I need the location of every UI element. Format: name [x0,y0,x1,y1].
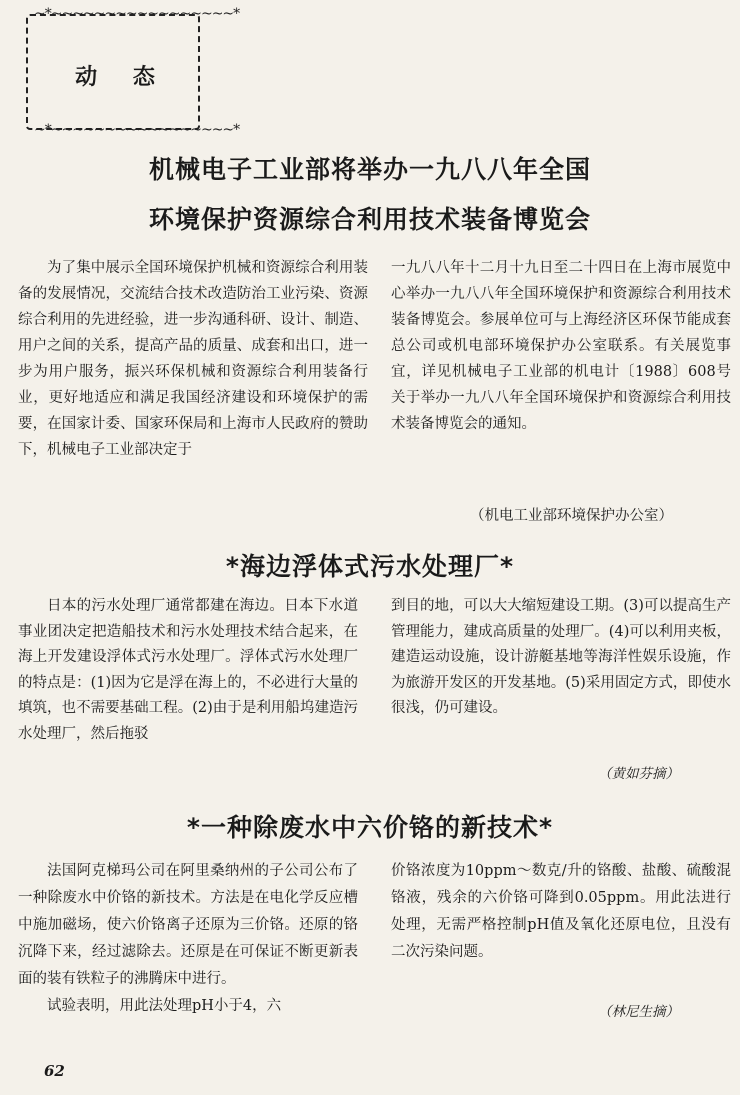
article3-left-column [18,858,358,1020]
page-number: 62 [44,1062,65,1080]
decorative-border-bottom: ~*~~~~~~~~~~~~~~~~~* [34,122,240,138]
article1-source: （机电工业部环境保护办公室） [470,508,673,524]
article1-right-text: 一九八八年十二月十九日至二十四日在上海市展览中心举办一九八八年全国环境保护和资源综合利用技术装备博览会。参展单位可与上海经济区环保节能成套总公司或机电部环境保护办公室联系。有关展览事宜，详见机械电子工业部的机电计〔1988〕608号关于举办一九八八年全国环境保护和资源综合利用技术装备博览会的通知。 [391,260,731,432]
article3-source: （林尼生摘） [598,1004,679,1020]
article2-title: *海边浮体式污水处理厂* [225,552,515,581]
section-label: 动 态 [75,65,169,90]
article3-left-para2: 试验表明，用此法处理pH小于4，六 [47,998,282,1014]
article3-right-column [391,858,731,966]
article1-left-column [18,255,368,463]
section-header-box [26,6,240,138]
article2-right-column [391,594,731,722]
article1-right-column [391,255,731,437]
article3-left-para1: 法国阿克梯玛公司在阿里桑纳州的子公司公布了一种除废水中价铬的新技术。方法是在电化学反应槽中施加磁场，使六价铬离子还原为三价铬。还原的铬沉降下来，经过滤除去。还原是在可保证不断更新表面的装有铁粒子的沸腾床中进行。 [18,863,358,987]
article1-title-line2: 环境保护资源综合利用技术装备博览会 [148,205,591,234]
article2-left-text: 日本的污水处理厂通常都建在海边。日本下水道事业团决定把造船技术和污水处理技术结合起来，在海上开发建设浮体式污水处理厂。浮体式污水处理厂的特点是：(1)因为它是浮在海上的，不必进行大量的填筑，也不需要基础工程。(2)由于是利用船坞建造污水处理厂，然后拖驳 [18,598,358,742]
decorative-border-top: ~*~~~~~~~~~~~~~~~~~* [34,6,240,22]
article1-title-line1: 机械电子工业部将举办一九八八年全国 [148,155,591,184]
article2-right-text: 到目的地，可以大大缩短建设工期。(3)可以提高生产管理能力，建成高质量的处理厂。(4)可以利用夹板，建造运动设施，设计游艇基地等海洋性娱乐设施，作为旅游开发区的开发基地。(5)采用固定方式，即使水很浅，仍可建设。 [391,598,731,716]
article1-left-text: 为了集中展示全国环境保护机械和资源综合利用装备的发展情况，交流结合技术改造防治工业污染、资源综合利用的先进经验，进一步沟通科研、设计、制造、用户之间的关系，提高产品的质量、成套和出口，进一步为用户服务，振兴环保机械和资源综合利用装备行业，更好地适应和满足我国经济建设和环境保护的需要，在国家计委、国家环保局和上海市人民政府的赞助下，机械电子工业部决定于 [18,260,368,458]
article3-right-text: 价铬浓度为10ppm～数克/升的铬酸、盐酸、硫酸混铬液，残余的六价铬可降到0.05ppm。用此法进行处理，无需严格控制pH值及氧化还原电位，且没有二次污染问题。 [391,863,731,960]
article3-title: *一种除废水中六价铬的新技术* [186,813,554,842]
article2-left-column [18,594,358,747]
article2-source: （黄如芬摘） [598,766,679,782]
